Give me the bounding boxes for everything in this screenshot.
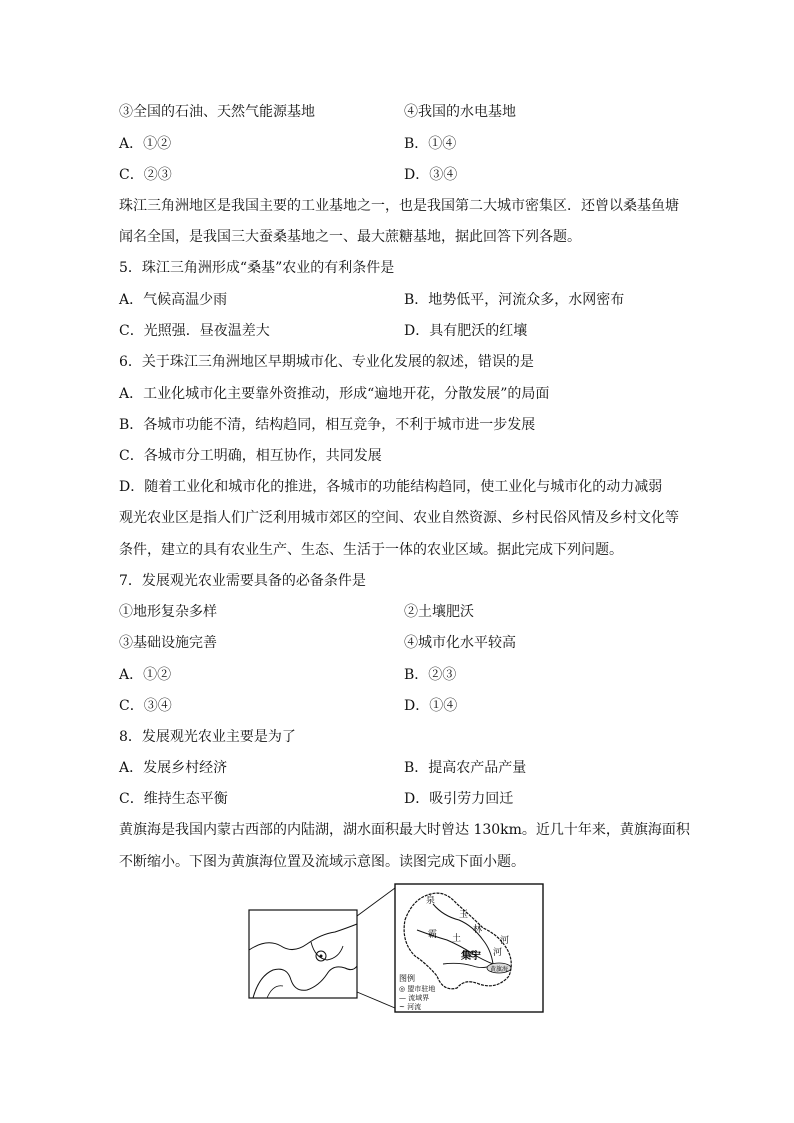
q7-item2: ②土壤肥沃 xyxy=(404,604,474,620)
label-tu: 土 xyxy=(452,934,462,944)
passage1-line2: 闻名全国，是我国三大蚕桑基地之一、最大蔗糖基地，据此回答下列各题。 xyxy=(119,229,581,245)
q4-option-c: C．②③ xyxy=(119,167,172,183)
q7-stem: 7．发展观光农业需要具备的必备条件是 xyxy=(119,573,366,589)
q6-option-c: C．各城市分工明确，相互协作，共同发展 xyxy=(119,448,382,464)
q7-item1: ①地形复杂多样 xyxy=(119,604,217,620)
q6-stem: 6．关于珠江三角洲地区早期城市化、专业化发展的叙述，错误的是 xyxy=(119,354,534,370)
passage2-line1: 观光农业区是指人们广泛利用城市郊区的空间、农业自然资源、乡村民俗风情及乡村文化等 xyxy=(119,510,679,526)
label-quan: 泉 xyxy=(426,896,436,906)
legend-title: 图例 xyxy=(399,974,415,983)
label-he1: 河 xyxy=(500,936,510,946)
q5-option-b: B．地势低平，河流众多，水网密布 xyxy=(404,292,625,308)
q8-stem: 8．发展观光农业主要是为了 xyxy=(119,729,296,745)
q7-option-d: D．①④ xyxy=(404,698,458,714)
q4-item4: ④我国的水电基地 xyxy=(404,104,516,120)
basin-inset xyxy=(395,884,543,1012)
q5-option-a: A．气候高温少雨 xyxy=(119,292,228,308)
q8-option-b: B．提高农产品产量 xyxy=(404,760,527,776)
q6-option-d: D．随着工业化和城市化的推进，各城市的功能结构趋同，使工业化与城市化的动力减弱 xyxy=(119,479,663,495)
label-ba: 霸 xyxy=(428,930,438,940)
q6-option-b: B．各城市功能不清，结构趋同，相互竞争，不利于城市进一步发展 xyxy=(119,417,536,433)
q7-option-b: B．②③ xyxy=(404,667,457,683)
passage1-line1: 珠江三角洲地区是我国主要的工业基地之一，也是我国第二大城市密集区．还曾以桑基鱼塘 xyxy=(119,198,679,214)
label-huangqihai: 黄旗海 xyxy=(490,966,509,973)
q8-option-a: A．发展乡村经济 xyxy=(119,760,228,776)
q7-option-c: C．③④ xyxy=(119,698,172,714)
q6-option-a: A．工业化城市化主要靠外资推动，形成“遍地开花，分散发展”的局面 xyxy=(119,386,550,402)
legend-river: ~ 河流 xyxy=(399,1003,422,1011)
huangqihai-location-map xyxy=(247,880,547,1015)
passage3-line1: 黄旗海是我国内蒙古西部的内陆湖，湖水面积最大时曾达 130km。近几十年来，黄旗海面积 xyxy=(119,822,690,838)
legend-city: ◎ 盟市驻地 xyxy=(399,985,436,993)
label-yu: 玉 xyxy=(459,910,469,920)
q8-option-c: C．维持生态平衡 xyxy=(119,791,228,807)
label-he2: 河 xyxy=(493,948,503,958)
passage3-line2: 不断缩小。下图为黄旗海位置及流域示意图。读图完成下面小题。 xyxy=(119,854,525,870)
legend-boundary: — 流域界 xyxy=(399,994,430,1002)
location-inset xyxy=(249,888,395,1008)
q4-item3: ③全国的石油、天然气能源基地 xyxy=(119,104,315,120)
passage2-line2: 条件，建立的具有农业生产、生态、生活于一体的农业区域。据此完成下列问题。 xyxy=(119,542,623,558)
q4-option-d: D．③④ xyxy=(404,167,458,183)
label-jining: 集宁 xyxy=(461,951,481,962)
q4-option-a: A．①② xyxy=(119,136,172,152)
q5-option-c: C．光照强．昼夜温差大 xyxy=(119,323,270,339)
q7-item3: ③基础设施完善 xyxy=(119,635,217,651)
label-lin: 林 xyxy=(473,925,483,935)
q7-option-a: A．①② xyxy=(119,667,172,683)
q7-item4: ④城市化水平较高 xyxy=(404,635,516,651)
q8-option-d: D．吸引劳力回迁 xyxy=(404,791,514,807)
q5-stem: 5．珠江三角洲形成“桑基”农业的有利条件是 xyxy=(119,260,395,276)
q4-option-b: B．①④ xyxy=(404,136,457,152)
q5-option-d: D．具有肥沃的红壤 xyxy=(404,323,528,339)
